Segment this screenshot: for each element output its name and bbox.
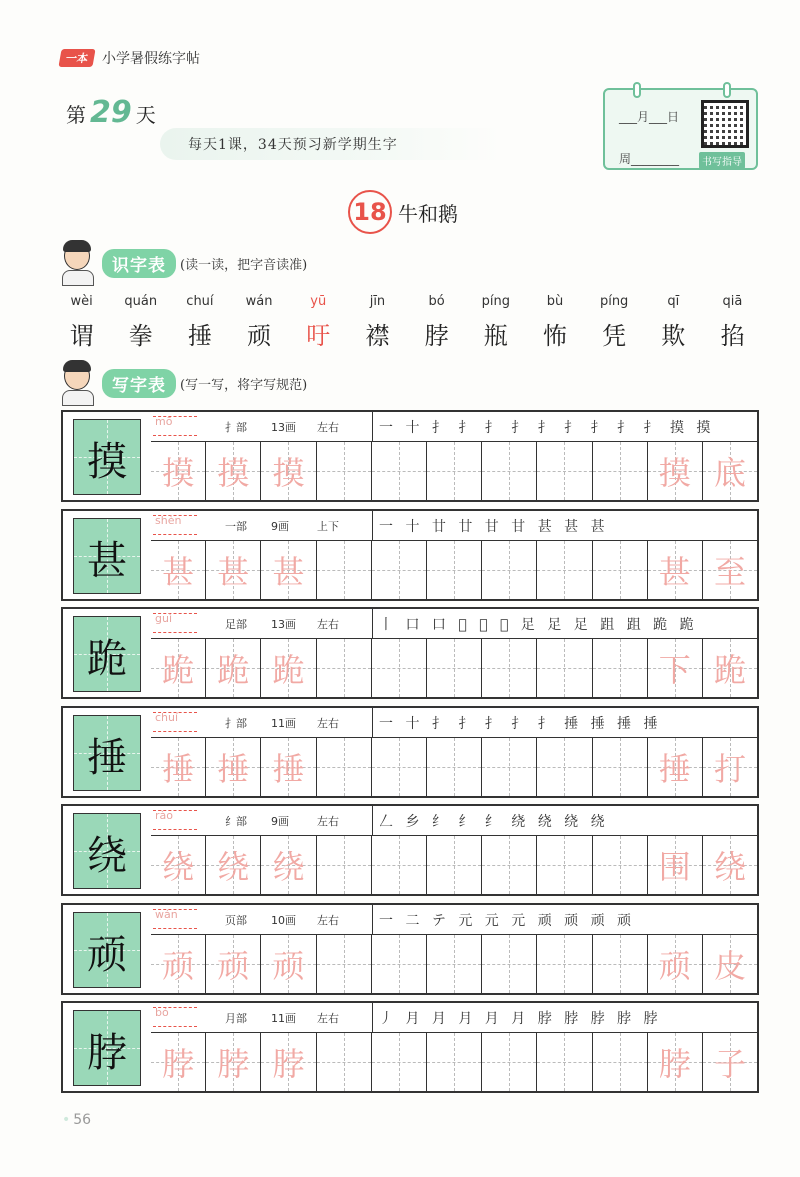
- practice-cell[interactable]: [372, 639, 427, 697]
- recognize-pinyin: bó: [428, 294, 445, 309]
- stroke-order-sequence: 一 十 廿 廿 甘 甘 甚 甚 甚: [379, 518, 609, 535]
- char-strokes: 13画: [271, 421, 296, 434]
- char-strokes: 11画: [271, 1012, 296, 1025]
- practice-cell[interactable]: [317, 738, 372, 796]
- char-pinyin: wán: [155, 907, 178, 921]
- char-strokes: 9画: [271, 519, 289, 533]
- trace-char: 围: [658, 848, 691, 886]
- char-pinyin: guì: [155, 612, 173, 625]
- char-structure: 左右: [317, 421, 339, 434]
- practice-cell[interactable]: [427, 1033, 482, 1091]
- model-char-cell: [73, 616, 141, 692]
- char-pinyin: rào: [155, 809, 173, 822]
- model-char: 跪: [87, 636, 127, 682]
- char-strokes: 13画: [271, 618, 296, 631]
- practice-row: [61, 509, 759, 601]
- brand-logo: 一本: [58, 49, 95, 67]
- practice-cell[interactable]: [648, 639, 703, 697]
- qr-label: 书写指导: [699, 152, 745, 169]
- practice-cell[interactable]: [482, 1033, 537, 1091]
- recognize-char: 瓶: [483, 322, 508, 350]
- practice-row: [61, 706, 759, 798]
- trace-char: 脖: [272, 1045, 305, 1083]
- char-radical: 月部: [225, 1012, 247, 1025]
- practice-cell[interactable]: [151, 738, 206, 796]
- practice-cell[interactable]: [648, 442, 703, 500]
- practice-cell[interactable]: [427, 442, 482, 500]
- practice-cell[interactable]: [372, 1033, 427, 1091]
- practice-cell[interactable]: [206, 836, 261, 894]
- practice-cell[interactable]: [261, 738, 316, 796]
- practice-cell[interactable]: [593, 1033, 648, 1091]
- char-structure: 左右: [317, 716, 339, 730]
- practice-cell[interactable]: [593, 738, 648, 796]
- recognize-pinyin: yū: [310, 294, 327, 309]
- recognize-char: 捶: [187, 322, 212, 350]
- practice-cell[interactable]: [427, 541, 482, 599]
- trace-char: 跪: [217, 651, 250, 689]
- stroke-order: [373, 1003, 757, 1033]
- char-pinyin: chuí: [155, 710, 179, 724]
- trace-char: 捶: [272, 749, 305, 788]
- trace-char: 跪: [272, 651, 305, 689]
- recognize-char: 谓: [69, 322, 94, 350]
- recognize-section-header: [60, 240, 307, 286]
- write-title: 写字表: [102, 369, 176, 398]
- model-char-cell: [73, 912, 141, 988]
- recognize-char: 吁: [306, 322, 331, 350]
- model-char-cell: [73, 1010, 141, 1086]
- trace-char: 绕: [217, 848, 250, 886]
- trace-char: 绕: [272, 848, 305, 886]
- char-structure: 上下: [317, 519, 339, 533]
- practice-cell[interactable]: [372, 738, 427, 796]
- pinyin-box: [153, 712, 197, 732]
- recognize-pinyin: wán: [245, 294, 273, 309]
- practice-cell[interactable]: [482, 442, 537, 500]
- write-section-header: [60, 360, 307, 406]
- trace-char: 摸: [217, 454, 250, 492]
- practice-cell[interactable]: [261, 442, 316, 500]
- practice-grid: [151, 738, 757, 796]
- trace-char: 捶: [658, 749, 691, 788]
- trace-char: 甚: [272, 552, 305, 591]
- recognize-char: 凭: [602, 322, 627, 350]
- stroke-order-sequence: 丿 月 月 月 月 月 脖 脖 脖 脖 脖: [379, 1011, 662, 1027]
- char-radical: 页部: [225, 913, 247, 927]
- char-pinyin: mō: [155, 415, 173, 428]
- char-pinyin: bó: [155, 1006, 169, 1019]
- trace-char: 至: [713, 552, 746, 591]
- practice-grid: [151, 442, 757, 500]
- recognize-subtitle: (读一读，把字音读准): [180, 257, 308, 273]
- recognize-char: 欺: [661, 322, 686, 350]
- char-radical: 足部: [225, 618, 247, 631]
- char-strokes: 9画: [271, 815, 289, 828]
- char-info: [151, 708, 373, 738]
- char-info: [151, 1003, 373, 1033]
- practice-cell[interactable]: [206, 639, 261, 697]
- practice-cell[interactable]: [261, 541, 316, 599]
- practice-cell[interactable]: [703, 836, 757, 894]
- trace-char: 顽: [217, 946, 250, 985]
- trace-char: 打: [713, 749, 746, 788]
- recognize-pinyin: jīn: [369, 294, 386, 309]
- char-strokes: 10画: [271, 913, 296, 927]
- practice-row: [61, 410, 759, 502]
- trace-char: 捶: [162, 749, 195, 788]
- lesson-number: 18: [348, 190, 392, 234]
- practice-cell[interactable]: [427, 836, 482, 894]
- practice-cell[interactable]: [537, 738, 592, 796]
- practice-cell[interactable]: [151, 836, 206, 894]
- pinyin-box: [153, 810, 197, 830]
- practice-cell[interactable]: [482, 935, 537, 993]
- practice-cell[interactable]: [537, 1033, 592, 1091]
- practice-cell[interactable]: [703, 639, 757, 697]
- trace-char: 甚: [162, 552, 195, 591]
- char-radical: 扌部: [225, 421, 247, 434]
- recognize-pinyin-row: [52, 294, 762, 309]
- practice-cell[interactable]: [151, 442, 206, 500]
- stroke-order-sequence: 丨 口 口 𠯁 𠯁 𠯁 足 足 足 跙 跙 跪 跪: [379, 617, 698, 633]
- practice-cell[interactable]: [151, 639, 206, 697]
- brand-title: 小学暑假练字帖: [102, 51, 200, 67]
- trace-char: 绕: [162, 848, 195, 886]
- practice-grid: [151, 541, 757, 599]
- pinyin-box: [153, 416, 197, 436]
- write-subtitle: (写一写，将字写规范): [180, 377, 308, 393]
- char-structure: 左右: [317, 815, 339, 828]
- banner-text: 每天1课，34天预习新学期生字: [188, 137, 398, 153]
- practice-cell[interactable]: [703, 442, 757, 500]
- practice-cell[interactable]: [648, 935, 703, 993]
- practice-cell[interactable]: [261, 836, 316, 894]
- recognize-pinyin: quán: [124, 294, 158, 309]
- model-char: 脖: [87, 1030, 127, 1076]
- trace-char: 底: [713, 454, 746, 492]
- recognize-pinyin: qī: [667, 294, 680, 309]
- qr-code-icon[interactable]: [701, 100, 749, 148]
- practice-cell[interactable]: [372, 442, 427, 500]
- stroke-order-sequence: 𠃋 乡 纟 纟 纟 绕 绕 绕 绕: [379, 814, 609, 830]
- recognize-pinyin: píng: [481, 294, 510, 309]
- practice-cell[interactable]: [648, 836, 703, 894]
- date-week-field[interactable]: 周________: [619, 152, 680, 166]
- practice-cell[interactable]: [593, 442, 648, 500]
- char-info: [151, 412, 373, 442]
- pinyin-box: [153, 613, 197, 633]
- trace-char: 甚: [658, 552, 691, 591]
- practice-cell[interactable]: [593, 836, 648, 894]
- trace-char: 下: [658, 651, 691, 689]
- char-radical: 扌部: [225, 716, 247, 730]
- trace-char: 跪: [713, 651, 746, 689]
- reading-kid-icon: [60, 240, 98, 286]
- stroke-order: [373, 511, 757, 541]
- practice-cell[interactable]: [593, 935, 648, 993]
- char-structure: 左右: [317, 1012, 339, 1025]
- model-char-cell: [73, 813, 141, 889]
- trace-char: 脖: [217, 1045, 250, 1083]
- daily-banner: [160, 128, 500, 160]
- practice-grid: [151, 639, 757, 697]
- practice-cell[interactable]: [372, 836, 427, 894]
- practice-row: [61, 1001, 759, 1093]
- trace-char: 摸: [162, 454, 195, 492]
- practice-cell[interactable]: [372, 541, 427, 599]
- stroke-order: [373, 806, 757, 836]
- practice-cell[interactable]: [537, 935, 592, 993]
- char-info: [151, 905, 373, 935]
- practice-row: [61, 804, 759, 896]
- page-number: • 56: [62, 1112, 91, 1128]
- practice-cell[interactable]: [537, 639, 592, 697]
- recognize-char: 怖: [542, 322, 567, 350]
- trace-char: 捶: [217, 749, 250, 788]
- model-char-cell: [73, 518, 141, 594]
- practice-cell[interactable]: [482, 639, 537, 697]
- trace-char: 子: [713, 1045, 746, 1083]
- practice-cell[interactable]: [317, 541, 372, 599]
- practice-cell[interactable]: [206, 1033, 261, 1091]
- practice-cell[interactable]: [537, 541, 592, 599]
- recognize-char: 脖: [424, 322, 449, 350]
- trace-char: 摸: [658, 454, 691, 492]
- practice-cell[interactable]: [482, 738, 537, 796]
- practice-cell[interactable]: [206, 442, 261, 500]
- date-box: [603, 88, 758, 170]
- practice-cell[interactable]: [206, 738, 261, 796]
- recognize-pinyin: qiā: [722, 294, 743, 309]
- pinyin-box: [153, 909, 197, 929]
- practice-cell[interactable]: [537, 442, 592, 500]
- recognize-pinyin: wèi: [70, 294, 93, 309]
- practice-grid: [151, 935, 757, 993]
- practice-cell[interactable]: [317, 935, 372, 993]
- model-char: 捶: [87, 734, 127, 781]
- char-structure: 左右: [317, 618, 339, 631]
- stroke-order: [373, 609, 757, 639]
- model-char: 绕: [87, 833, 127, 879]
- practice-cell[interactable]: [317, 639, 372, 697]
- model-char-cell: [73, 715, 141, 791]
- lesson-heading: [348, 190, 458, 234]
- recognize-char: 掐: [720, 322, 745, 350]
- practice-cell[interactable]: [703, 935, 757, 993]
- practice-row: [61, 903, 759, 995]
- practice-cell[interactable]: [593, 541, 648, 599]
- trace-char: 顽: [658, 946, 691, 985]
- stroke-order: [373, 905, 757, 935]
- trace-char: 脖: [658, 1045, 691, 1083]
- practice-cell[interactable]: [317, 442, 372, 500]
- practice-cell[interactable]: [206, 541, 261, 599]
- practice-cell[interactable]: [261, 639, 316, 697]
- day-heading: [66, 95, 156, 130]
- practice-cell[interactable]: [703, 738, 757, 796]
- practice-cell[interactable]: [703, 541, 757, 599]
- char-structure: 左右: [317, 913, 339, 927]
- char-info: [151, 511, 373, 541]
- char-strokes: 11画: [271, 716, 296, 730]
- model-char-cell: [73, 419, 141, 495]
- char-info: [151, 609, 373, 639]
- trace-char: 顽: [162, 946, 195, 985]
- practice-cell[interactable]: [151, 1033, 206, 1091]
- day-suffix: 天: [135, 103, 156, 127]
- recognize-char: 襟: [365, 322, 390, 350]
- char-info: [151, 806, 373, 836]
- recognize-char: 拳: [128, 322, 153, 350]
- practice-cell[interactable]: [261, 1033, 316, 1091]
- practice-cell[interactable]: [703, 1033, 757, 1091]
- ring-icon: [633, 82, 641, 98]
- ring-icon: [723, 82, 731, 98]
- stroke-order-sequence: 一 十 扌 扌 扌 扌 扌 捶 捶 捶 捶: [379, 715, 662, 732]
- practice-cell[interactable]: [482, 541, 537, 599]
- day-number: 29: [90, 95, 132, 130]
- trace-char: 跪: [162, 651, 195, 689]
- writing-kid-icon: [60, 360, 98, 406]
- practice-cell[interactable]: [206, 935, 261, 993]
- practice-cell[interactable]: [261, 935, 316, 993]
- trace-char: 绕: [713, 848, 746, 886]
- date-month-field[interactable]: ___月___日: [619, 110, 680, 124]
- pinyin-box: [153, 1007, 197, 1027]
- model-char: 甚: [87, 537, 127, 584]
- practice-cell[interactable]: [648, 1033, 703, 1091]
- recognize-pinyin: chuí: [186, 294, 214, 309]
- model-char: 摸: [87, 439, 127, 485]
- practice-cell[interactable]: [537, 836, 592, 894]
- char-pinyin: shèn: [155, 513, 182, 527]
- practice-cell[interactable]: [593, 639, 648, 697]
- recognize-char: 顽: [247, 322, 272, 350]
- practice-cell[interactable]: [427, 935, 482, 993]
- practice-cell[interactable]: [317, 1033, 372, 1091]
- brand-header: [60, 48, 200, 68]
- trace-char: 摸: [272, 454, 305, 492]
- practice-cell[interactable]: [427, 738, 482, 796]
- recognize-title: 识字表: [102, 249, 176, 278]
- lesson-title: 牛和鹅: [398, 201, 458, 226]
- trace-char: 顽: [272, 946, 305, 985]
- practice-cell[interactable]: [648, 738, 703, 796]
- trace-char: 脖: [162, 1045, 195, 1083]
- practice-grid: [151, 1033, 757, 1091]
- recognize-pinyin: píng: [599, 294, 629, 309]
- recognize-char-row: [52, 316, 762, 351]
- char-radical: 纟部: [225, 815, 247, 828]
- practice-cell[interactable]: [317, 836, 372, 894]
- stroke-order-sequence: 一 十 扌 扌 扌 扌 扌 扌 扌 扌 扌 摸 摸: [379, 420, 715, 436]
- trace-char: 甚: [217, 552, 250, 591]
- practice-row: [61, 607, 759, 699]
- practice-cell[interactable]: [427, 639, 482, 697]
- practice-cell[interactable]: [482, 836, 537, 894]
- practice-cell[interactable]: [648, 541, 703, 599]
- practice-cell[interactable]: [151, 935, 206, 993]
- model-char: 顽: [87, 931, 127, 978]
- practice-cell[interactable]: [151, 541, 206, 599]
- trace-char: 皮: [713, 946, 746, 985]
- recognize-pinyin: bù: [546, 294, 564, 309]
- day-prefix: 第: [66, 103, 86, 127]
- practice-grid: [151, 836, 757, 894]
- stroke-order: [373, 412, 757, 442]
- pinyin-box: [153, 515, 197, 535]
- stroke-order-sequence: 一 二 テ 元 元 元 顽 顽 顽 顽: [379, 912, 636, 929]
- stroke-order: [373, 708, 757, 738]
- char-radical: 一部: [225, 519, 247, 533]
- practice-cell[interactable]: [372, 935, 427, 993]
